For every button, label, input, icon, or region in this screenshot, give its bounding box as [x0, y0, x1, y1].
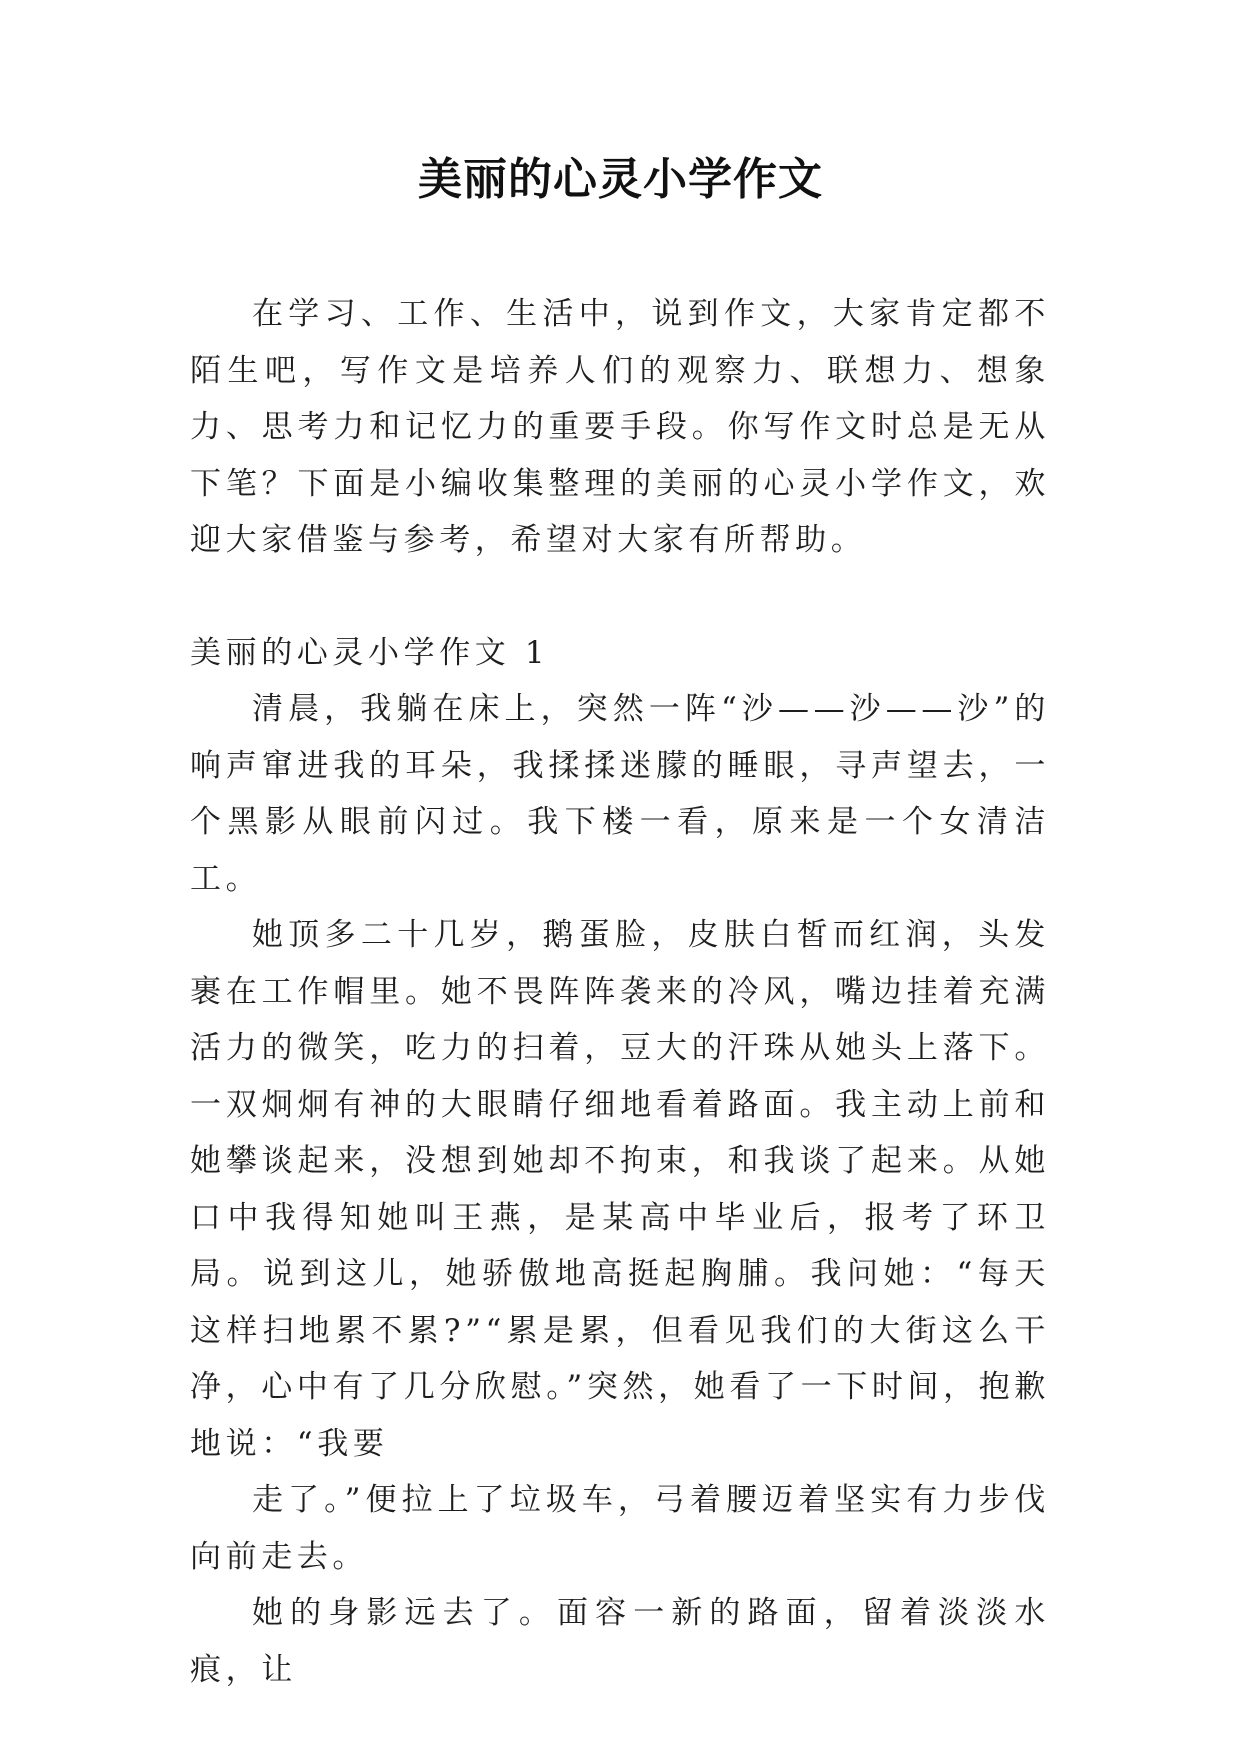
document-title: 美丽的心灵小学作文	[418, 154, 823, 205]
body-paragraph: 清晨，我躺在床上，突然一阵“沙——沙——沙”的响声窜进我的耳朵，我揉揉迷朦的睡眼，寻声望去，一个黑影从眼前闪过。我下楼一看，原来是一个女清洁工。	[190, 691, 1050, 897]
body-paragraph: 她顶多二十几岁，鹅蛋脸，皮肤白皙而红润，头发裹在工作帽里。她不畏阵阵袭来的冷风，嘴边挂着充满活力的微笑，吃力的扫着，豆大的汗珠从她头上落下。一双炯炯有神的大眼睛仔细地看着路面。我主动上前和她攀谈起来，没想到她却不拘束，和我谈了起来。从她口中我得知她叫王燕，是某高中毕业后，报考了环卫局。说到这儿，她骄傲地高挺起胸脯。我问她：“每天这样扫地累不累?”“累是累，但看见我们的大街这么干净，心中有了几分欣慰。”突然，她看了一下时间，抱歉地说：“我要	[190, 917, 1050, 1462]
body-paragraph: 走了。”便拉上了垃圾车，弓着腰迈着坚实有力步伐向前走去。	[190, 1482, 1050, 1575]
section-title: 美丽的心灵小学作文 1	[190, 634, 550, 671]
intro-paragraph: 在学习、工作、生活中，说到作文，大家肯定都不陌生吧，写作文是培养人们的观察力、联想力、想象力、思考力和记忆力的重要手段。你写作文时总是无从下笔？下面是小编收集整理的美丽的心灵小学作文，欢迎大家借鉴与参考，希望对大家有所帮助。	[190, 296, 1050, 558]
document-body	[190, 286, 1050, 1698]
body-paragraph: 她的身影远去了。面容一新的路面，留着淡淡水痕，让	[190, 1595, 1050, 1688]
